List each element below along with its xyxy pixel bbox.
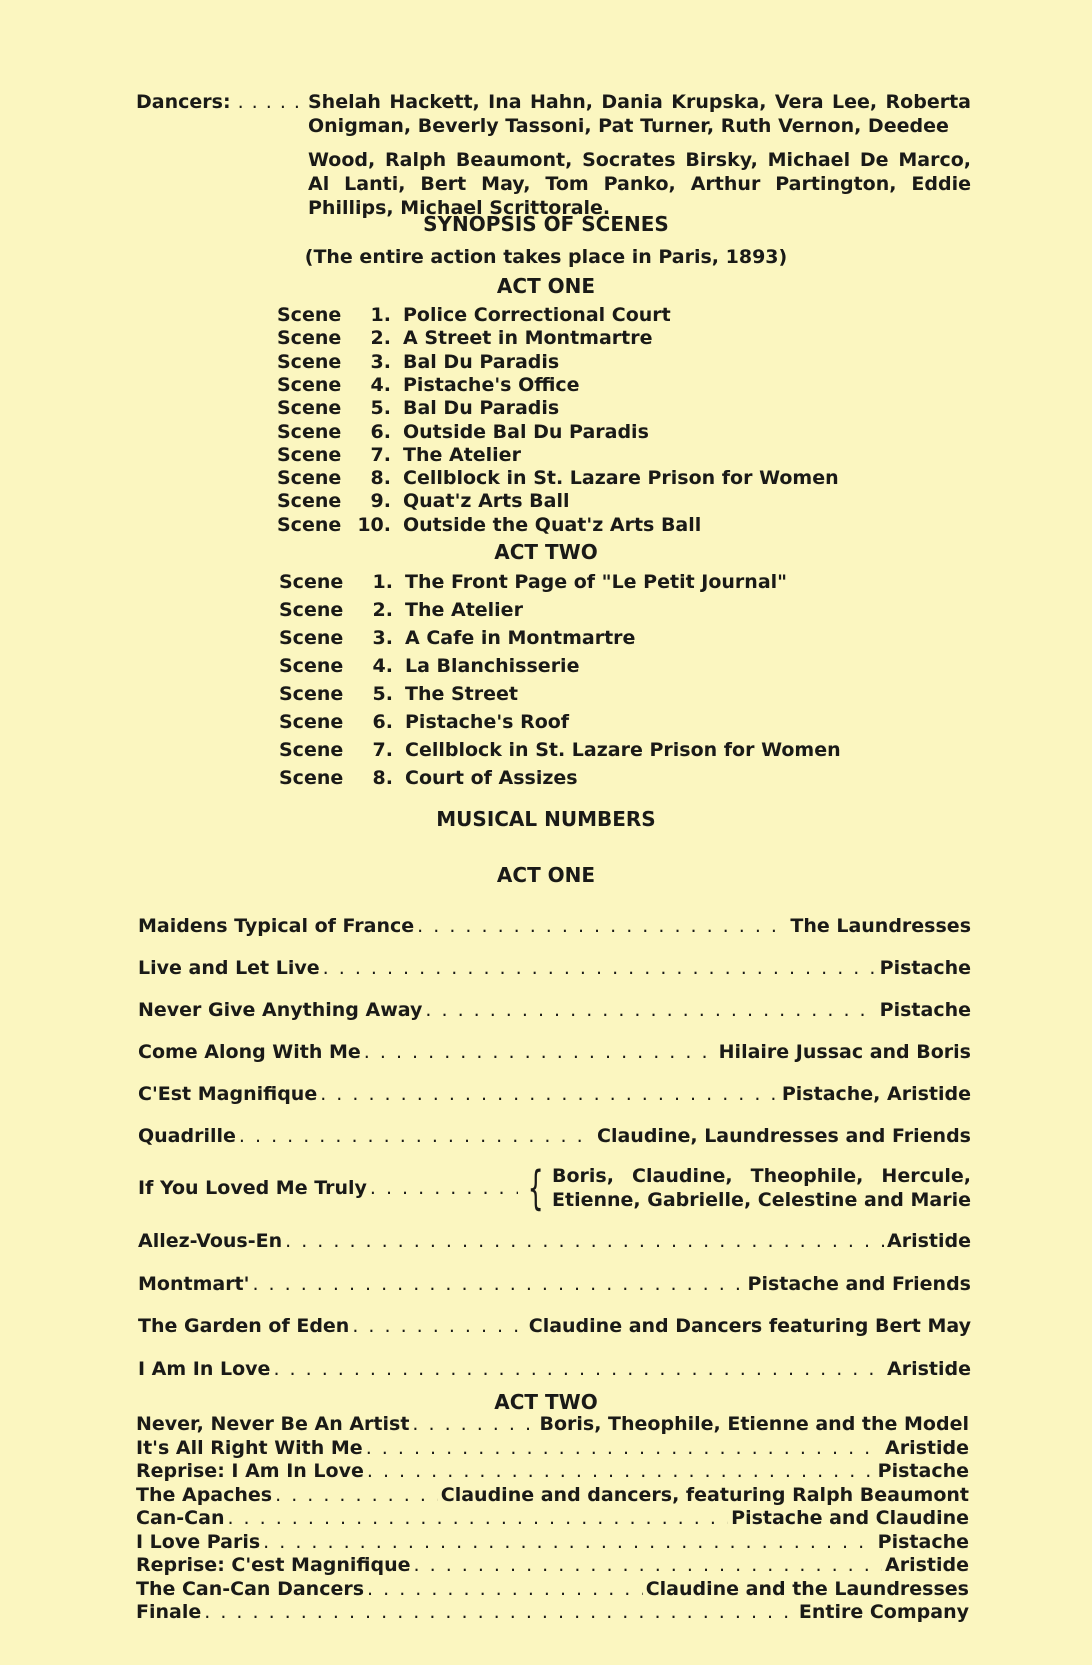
leader-dots <box>414 1554 882 1576</box>
synopsis-title: SYNOPSIS OF SCENES <box>423 212 669 236</box>
song-row <box>138 1083 971 1105</box>
scene-number: 8. <box>372 767 393 789</box>
musical-act-two-title: ACT TWO <box>494 1390 598 1414</box>
leader-dots <box>417 915 787 937</box>
song-row <box>138 1273 971 1295</box>
scene-number: 1. <box>372 571 393 593</box>
scene-title: Cellblock in St. Lazare Prison for Women <box>405 739 841 761</box>
scene-number: 8. <box>370 467 391 490</box>
scene-title: Outside the Quat'z Arts Ball <box>403 513 702 536</box>
scene-word: Scene <box>279 767 344 789</box>
song-row <box>136 1601 969 1623</box>
song-title: I Love Paris <box>136 1530 261 1553</box>
song-row <box>136 1531 969 1553</box>
leader-dots <box>425 999 876 1021</box>
song-performer: Claudine and the Laundresses <box>645 1577 969 1600</box>
leader-dots <box>352 1315 525 1337</box>
leader-dots <box>367 1578 643 1600</box>
scene-number: 6. <box>372 711 393 733</box>
synopsis-note: (The entire action takes place in Paris, 1893) <box>304 246 788 268</box>
leader-dots <box>370 1177 518 1199</box>
musical-numbers-title: MUSICAL NUMBERS <box>436 807 656 831</box>
scene-title: Cellblock in St. Lazare Prison for Women <box>403 467 839 490</box>
scene-word: Scene <box>277 397 342 420</box>
song-title: Montmart' <box>138 1272 250 1295</box>
song-performer: Pistache <box>879 999 971 1021</box>
song-performer: Claudine, Laundresses and Friends <box>597 1125 971 1147</box>
song-performer: Pistache <box>879 957 971 979</box>
song-performer: Aristide <box>885 1554 969 1576</box>
scene-number: 2. <box>370 327 391 350</box>
leader-dots <box>323 957 877 979</box>
song-row <box>136 1578 969 1600</box>
leader-dots <box>366 1437 882 1459</box>
scene-title: The Street <box>405 683 518 705</box>
synopsis-act-one-title: ACT ONE <box>496 274 596 298</box>
scene-title: Bal Du Paradis <box>403 350 560 373</box>
song-title: Can-Can <box>136 1507 225 1529</box>
scene-word: Scene <box>277 513 342 536</box>
song-row <box>138 1161 971 1215</box>
song-row <box>138 999 971 1021</box>
leader-dots <box>367 1460 875 1482</box>
leader-dots <box>320 1083 779 1105</box>
leader-dots <box>239 1125 594 1147</box>
song-performer: Hilaire Jussac and Boris <box>718 1041 971 1063</box>
leader-dots <box>204 1601 796 1623</box>
scene-word: Scene <box>277 443 342 466</box>
scene-word: Scene <box>277 420 342 443</box>
song-title: The Can-Can Dancers <box>136 1577 365 1600</box>
song-title: Quadrille <box>138 1125 236 1147</box>
song-row <box>138 1041 971 1063</box>
brace-glyph: { <box>527 1161 544 1215</box>
musical-act-one-title: ACT ONE <box>496 863 596 887</box>
scene-number: 5. <box>370 397 391 420</box>
song-row <box>138 1315 971 1337</box>
dancers-label: Dancers: . . . <box>136 90 308 114</box>
scene-title: A Street in Montmartre <box>403 327 653 350</box>
song-row <box>138 1125 971 1147</box>
scene-word: Scene <box>279 711 344 733</box>
song-title: Allez-Vous-En <box>138 1230 283 1252</box>
song-performer: Aristide <box>887 1357 971 1380</box>
scene-title: A Cafe in Montmartre <box>405 627 636 649</box>
scene-number: 9. <box>370 490 391 513</box>
song-row <box>138 915 971 937</box>
song-row <box>136 1484 969 1506</box>
scene-number: 7. <box>372 739 393 761</box>
leader-dots <box>412 1413 536 1435</box>
synopsis-act-two-title: ACT TWO <box>494 540 598 564</box>
song-title: Maidens Typical of France <box>138 915 415 937</box>
dancers-block <box>136 90 971 230</box>
leader-dots <box>285 1230 884 1252</box>
song-title: It's All Right With Me <box>136 1436 363 1459</box>
scene-word: Scene <box>279 571 344 593</box>
song-performers <box>552 1164 971 1212</box>
song-row <box>138 1230 971 1252</box>
scene-title: Bal Du Paradis <box>403 397 560 420</box>
scene-title: The Atelier <box>405 599 523 621</box>
leader-dots <box>273 1358 884 1380</box>
scene-word: Scene <box>279 599 344 621</box>
leader-dots <box>263 1531 875 1553</box>
scene-word: Scene <box>277 350 342 373</box>
song-title: Reprise: C'est Magnifique <box>136 1554 411 1576</box>
scene-title: Police Correctional Court <box>403 304 671 326</box>
leader-dots <box>275 1484 438 1506</box>
song-row <box>138 957 971 979</box>
song-performer: Claudine and Dancers featuring Bert May <box>528 1315 971 1337</box>
song-title: Reprise: I Am In Love <box>136 1460 364 1482</box>
song-performer: Pistache and Friends <box>747 1272 971 1295</box>
scene-number: 4. <box>372 655 393 677</box>
song-performer: Pistache and Claudine <box>731 1507 969 1529</box>
scene-word: Scene <box>279 683 344 705</box>
scene-word: Scene <box>277 373 342 396</box>
song-performer: Claudine and dancers, featuring Ralph Beaumont <box>440 1483 969 1506</box>
song-row <box>136 1460 969 1482</box>
song-performer: Pistache <box>877 1530 969 1553</box>
song-performer: Pistache, Aristide <box>781 1083 971 1105</box>
song-title: The Garden of Eden <box>138 1315 350 1337</box>
song-row <box>136 1554 969 1576</box>
scene-word: Scene <box>277 304 342 326</box>
leader-dots <box>252 1273 744 1295</box>
scene-word: Scene <box>279 627 344 649</box>
scene-title: Pistache's Roof <box>405 711 570 733</box>
song-performer: Pistache <box>877 1460 969 1482</box>
song-row <box>136 1437 969 1459</box>
scene-title: Court of Assizes <box>405 767 578 789</box>
song-performer: Entire Company <box>798 1601 969 1623</box>
song-title: Never, Never Be An Artist <box>136 1413 410 1435</box>
leader-dots <box>364 1041 716 1063</box>
song-title: Come Along With Me <box>138 1041 361 1063</box>
song-title: Live and Let Live <box>138 957 320 979</box>
scene-number: 2. <box>372 599 393 621</box>
song-title: If You Loved Me Truly <box>138 1177 367 1199</box>
song-performer: The Laundresses <box>790 915 971 937</box>
scene-number: 3. <box>372 627 393 649</box>
song-row <box>136 1413 969 1435</box>
scene-number: 1. <box>370 304 391 326</box>
scene-word: Scene <box>279 655 344 677</box>
scene-title: The Front Page of "Le Petit Journal" <box>405 571 788 593</box>
scene-title: La Blanchisserie <box>405 655 580 677</box>
scene-word: Scene <box>277 490 342 513</box>
scene-number: 6. <box>370 420 391 443</box>
song-row <box>136 1507 969 1529</box>
scene-title: The Atelier <box>403 443 521 466</box>
song-row <box>138 1358 971 1380</box>
dancers-line-2: Wood, Ralph Beaumont, Socrates Birsky, Michael De Marco, Al Lanti, Bert May, Tom Panko, Arthur Partington, Eddie Phillips, Michael Scrittorale. <box>308 149 971 219</box>
song-performer: Boris, Theophile, Etienne and the Model <box>539 1413 969 1435</box>
scene-number: 3. <box>370 350 391 373</box>
song-performer: Aristide <box>885 1436 969 1459</box>
song-title: The Apaches <box>136 1483 273 1506</box>
scene-word: Scene <box>277 327 342 350</box>
scene-number: 4. <box>370 373 391 396</box>
scene-number: 10. <box>357 513 391 536</box>
scene-title: Pistache's Office <box>403 373 580 396</box>
scene-number: 7. <box>370 443 391 466</box>
song-title: C'Est Magnifique <box>138 1083 318 1105</box>
scene-title: Outside Bal Du Paradis <box>403 420 649 443</box>
scene-number: 5. <box>372 683 393 705</box>
dancers-line-1: Shelah Hackett, Ina Hahn, Dania Krupska, Vera Lee, Roberta Onigman, Beverly Tassoni, Pat Turner, Ruth Vernon, Deedee <box>308 91 971 137</box>
dancers-names <box>308 90 971 220</box>
leader-dots <box>227 1507 728 1529</box>
song-performer: Aristide <box>887 1230 971 1252</box>
scene-word: Scene <box>277 467 342 490</box>
performer-line-2: Etienne, Gabrielle, Celestine and Marie <box>552 1189 971 1211</box>
scene-word: Scene <box>279 739 344 761</box>
song-title: I Am In Love <box>138 1357 271 1380</box>
performer-line-1: Boris, Claudine, Theophile, Hercule, <box>552 1165 971 1187</box>
song-title: Finale <box>136 1601 202 1623</box>
song-title: Never Give Anything Away <box>138 999 423 1021</box>
scene-title: Quat'z Arts Ball <box>403 490 570 513</box>
